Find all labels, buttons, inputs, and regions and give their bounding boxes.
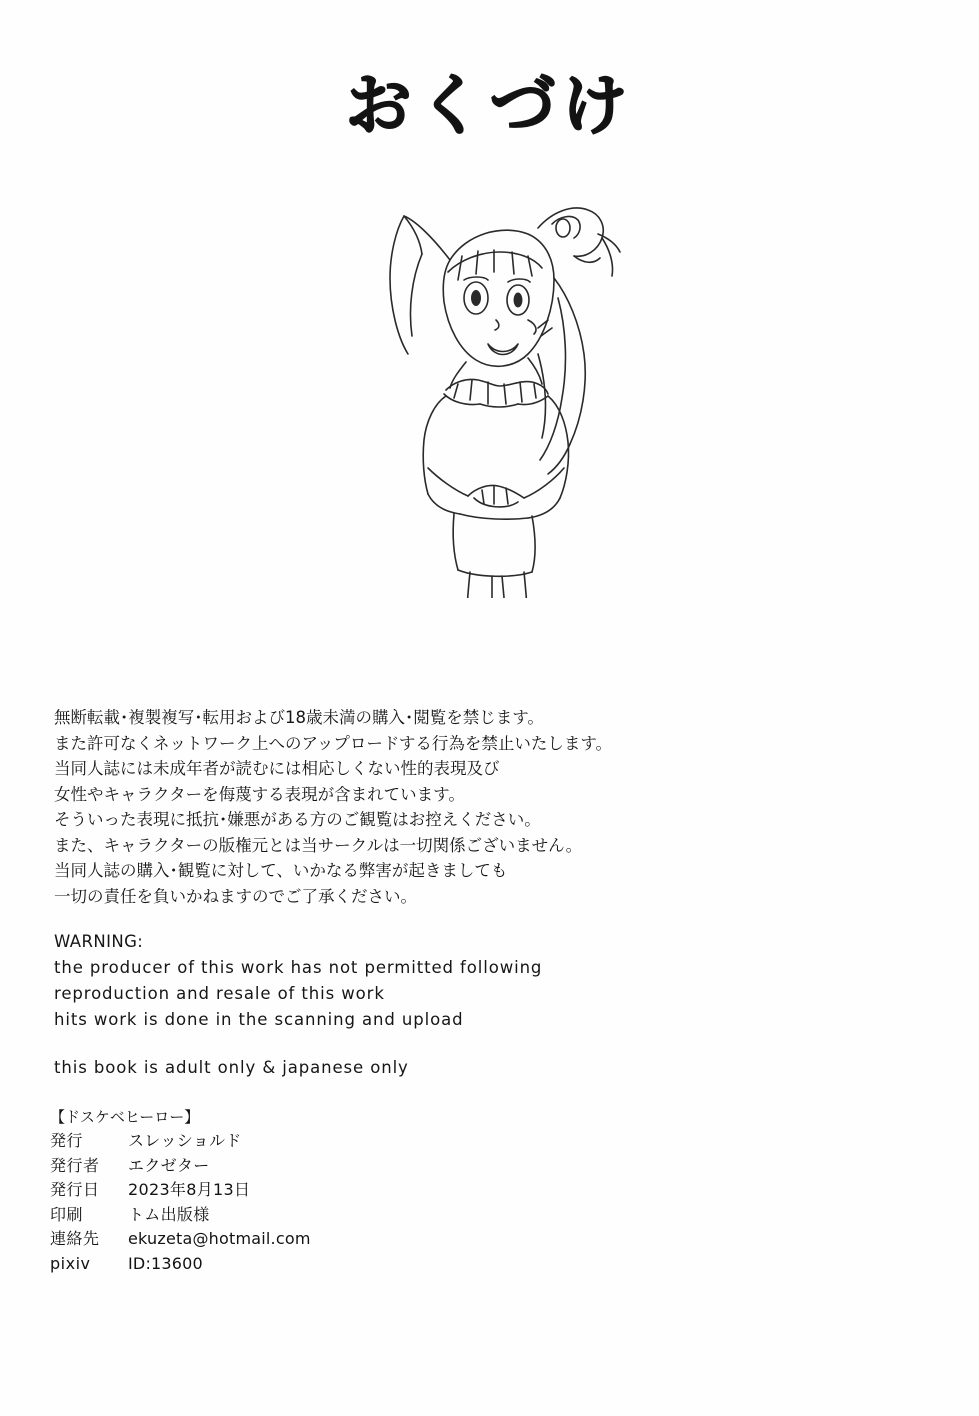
girl-with-dog-hood-sketch xyxy=(342,168,642,598)
warning-en-line: hits work is done in the scanning and upload xyxy=(54,1010,464,1029)
colophon-key: pixiv xyxy=(50,1253,91,1273)
colophon-row xyxy=(50,1203,570,1228)
colophon-key: 発行 xyxy=(50,1131,84,1150)
notice-block xyxy=(54,705,754,1081)
colophon-block xyxy=(50,1106,570,1276)
warning-en-line: reproduction and resale of this work xyxy=(54,984,385,1003)
colophon-key: 発行日 xyxy=(50,1180,100,1199)
notice-jp-line: 無断転載･複製複写･転用および18歳未満の購入･閲覧を禁じます。 xyxy=(54,708,544,727)
notice-jp-line: 女性やキャラクターを侮蔑する表現が含まれています。 xyxy=(54,784,465,804)
colophon-row xyxy=(50,1154,570,1179)
colophon-row xyxy=(50,1252,570,1277)
notice-jp-line: そういった表現に抵抗･嫌悪がある方のご観覧はお控えください。 xyxy=(54,810,541,829)
colophon-value-pixiv-id: ID:13600 xyxy=(128,1253,203,1273)
notice-jp-line: 一切の責任を負いかねますのでご了承ください。 xyxy=(54,886,417,906)
warning-heading: WARNING: xyxy=(54,932,144,951)
colophon-value: スレッショルド xyxy=(128,1131,242,1150)
colophon-value: トム出版様 xyxy=(128,1204,210,1224)
notice-jp-line: 当同人誌には未成年者が読むには相応しくない性的表現及び xyxy=(54,759,500,778)
colophon-row xyxy=(50,1129,570,1154)
warning-en-line: the producer of this work has not permitted following xyxy=(54,958,543,977)
colophon-key: 連絡先 xyxy=(50,1229,100,1248)
colophon-value: 2023年8月13日 xyxy=(128,1180,251,1199)
colophon-row xyxy=(50,1178,570,1203)
colophon-key: 発行者 xyxy=(50,1155,100,1175)
colophon-row xyxy=(50,1227,570,1252)
colophon-key: 印刷 xyxy=(50,1204,84,1224)
notice-jp-line: また、キャラクターの版権元とは当サークルは一切関係ございません。 xyxy=(54,835,583,855)
colophon-value-email: ekuzeta@hotmail.com xyxy=(128,1229,311,1248)
colophon-book-title: 【ドスケベヒーロー】 xyxy=(50,1108,200,1126)
notice-jp-line: また許可なくネットワーク上へのアップロードする行為を禁止いたします。 xyxy=(54,733,613,753)
warning-en-footer: this book is adult only & japanese only xyxy=(54,1058,409,1077)
colophon-value: エクゼター xyxy=(128,1155,210,1175)
notice-jp-line: 当同人誌の購入･観覧に対して、いかなる弊害が起きましても xyxy=(54,861,508,880)
page-title: おくづけ xyxy=(345,67,634,144)
